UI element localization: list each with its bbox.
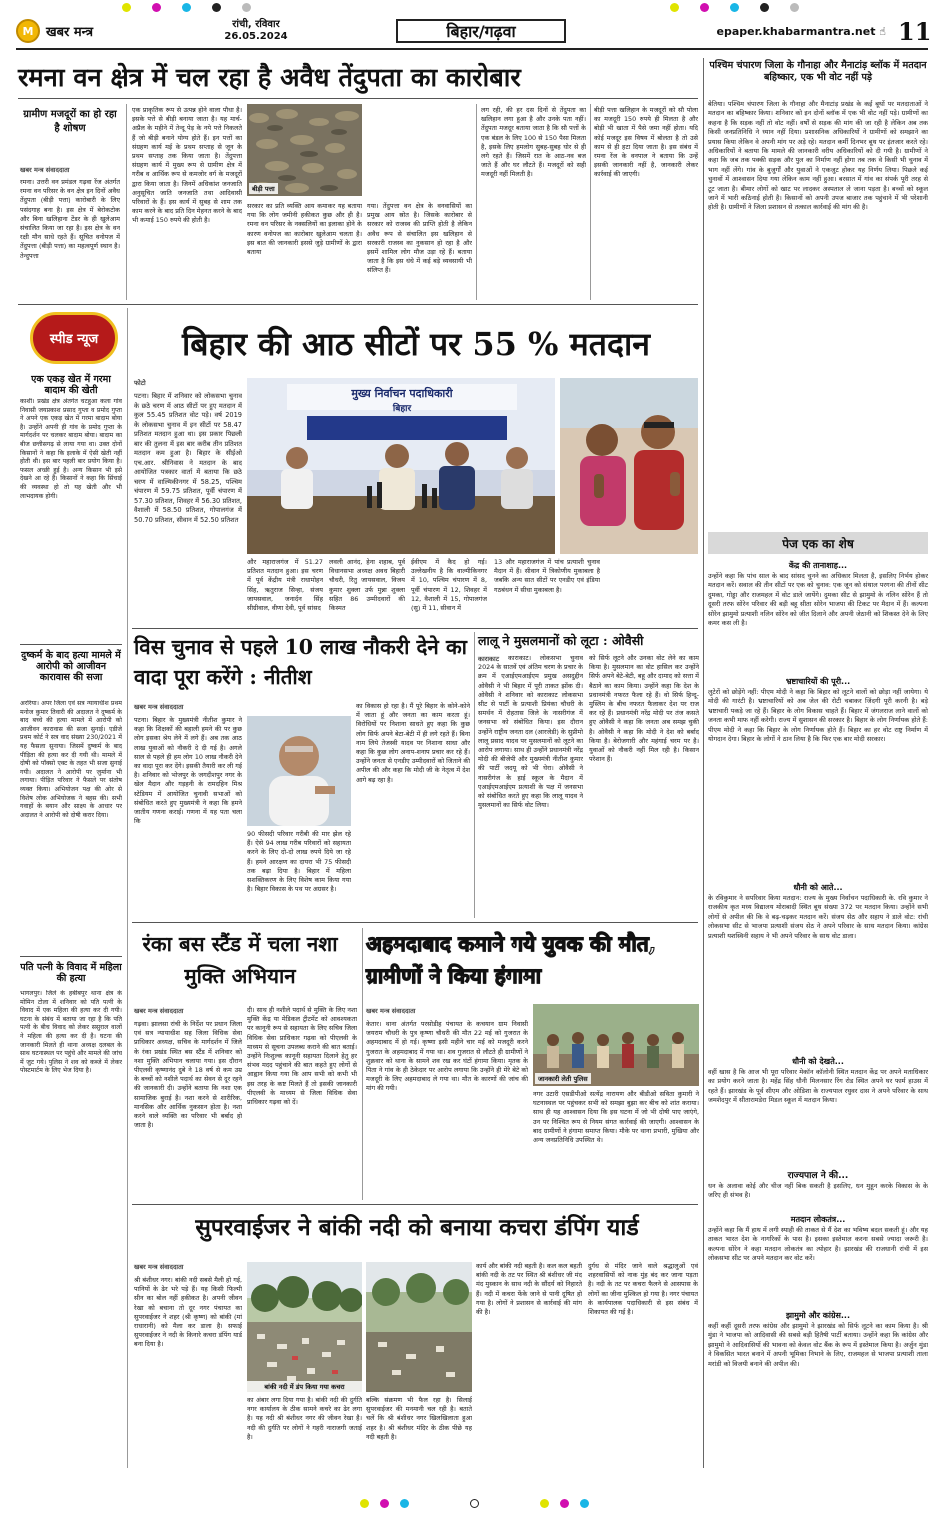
column-rule (126, 104, 127, 300)
story1-col1: रमना। उत्तरी वन प्रमंडल गढ़वा रेंज अंतर्गत रमना वन परिसर के वन क्षेत्र इन दिनों अवैध तेंदुपता (बीड़ी पत्ता) कारोबारी के लिए पसंदगाह बना है। इस क्षेत्र में बेरोकटोक और बिना खलिहाना टेंडर के ही खुलेआम संचालित किया जा रहा है। इस क्षेत्र के वन रक्षी मौन साधे रहते हैं। सूचित वनोपज में तेंदुपत्ता (बीड़ी पत्ता) का महत्वपूर्ण स्थान है। तेन्दुपत्ता (20, 178, 120, 260)
story2-text5: 13 और महाराजगंज में पांच प्रत्याशी चुनाव मैदान में हैं। सीवान में त्रिकोणीय मुकाबला है जबकि अन्य सात सीटों पर एनडीए एवं इंडिया गठबंधन में सीधा मुकाबला है। (494, 558, 600, 594)
story2-photo-voter (560, 378, 698, 554)
divider (132, 628, 698, 629)
story1-col5: लग रही, की हर दस दिनों से तेंदुपता का खलिहान लगा हुआ है और उनके पता नहीं। तेंदुपता मजदूर बताया जाता है कि सौ पत्तों के एक बंडल के लिए 100 से 150 पैसा मिलता है, इसके लिए हमलोग सुबह-सुबह घोर से ही लगे रहते हैं। जिसमें रात के आठ-नव बज जाते हैं और घर लौटते हैं। मजदूरों को सही मजदूरी नहीं मिलती है। (481, 106, 586, 179)
banner-line1: मुख्य निर्वाचन पदाधिकारी (351, 387, 453, 400)
cont-text3: के रविकुमार ने सपरिवार किया मतदान: राज्य के मुख्य निर्वाचन पदाधिकारी के. रवि कुमार ने राजकीय कृत मध्य विद्यालय मोराबादी स्थित बूथ संख्या 372 पर मतदान किया। उन्होंने सभी लोगों से अपील की कि वे बढ़-चढ़कर मतदान करें। संजय सेठ और सहाय ने डाले वोट: रांची लोकसभा सीट से भाजपा प्रत्याशी संजय सेठ ने अपने परिवार के साथ मतदान किया। कांग्रेस प्रत्याशी यशस्विनी सहाय ने भी अपने परिवार के साथ वोट डाला। (708, 894, 928, 940)
story2-text2: और महाराजगंज में 51.27 प्रतिशत मतदान हुआ। इस चरण में पूर्व केंद्रीय मंत्री राधामोहन सिंह, ऋतुराज सिन्हा, संजय जायसवाल, जनार्दन सिंह सीग्रीवाल, वीणा देवी, पूर्व सांसद (247, 558, 323, 613)
divider (132, 1204, 698, 1205)
story2-photo-press (247, 378, 555, 554)
story7-byline: खबर मन्त्र संवाददाता (134, 1263, 184, 1271)
epaper-url[interactable]: epaper.khabarmantra.net (716, 24, 876, 38)
story7-headline[interactable]: सुपरवाईजर ने बांकी नदी को बनाया कचरा डंपिंग यार्ड (195, 1214, 639, 1241)
divider (132, 922, 698, 923)
speed-news-label: स्पीड न्यूज (49, 332, 99, 347)
brand-logo[interactable] (16, 19, 186, 43)
column-rule (474, 632, 475, 918)
story7-text5: दुर्गध से मंदिर जाने वाले श्रद्धालुओं एवं शहरवासियों को नाक मुंह बंद कर जाना पड़ता है। नदी के तट पर कचरा फैलने से आसपास के लोगों का जीना मुश्किल हो गया है। नगर पंचायत के कार्यपालक पदाधिकारी से इस संबंध में शिकायत की गई है। (588, 1262, 698, 1317)
story6-photo (533, 1004, 699, 1086)
story3-byline: खबर मन्त्र संवाददाता (134, 703, 184, 711)
left-text1: काशी। प्रखंड क्षेत्र अंतर्गत चटहुआ कला गांव निवासी जयप्रकाश प्रसाद गुप्ता व प्रमोद गुप्ता ने अपने एक एकड़ खेत में गरमा बादाम बोया है। उन्होंने अपनी ही गांव के प्रमोद गुप्ता के मार्गदर्शन पर चलकर बादाम बोया। बादाम का बीज छत्तीसगढ़ से लाया गया था। उक्त दोनों किसानों ने कहा कि इलाके में ऐसी खेती नहीं होती थी। इस बार पहली बार प्रयोग किया है। फसल अच्छी हुई है। अन्य किसान भी इसे देखने आ रहे हैं। किसानों ने कहा कि सिंचाई की व्यवस्था हो तो यह खेती और भी लाभदायक होगी। (20, 398, 122, 500)
page-header (16, 14, 932, 50)
issue-date: 26.05.2024 (224, 31, 288, 42)
page-number: 11 (898, 16, 932, 46)
divider (18, 304, 698, 305)
story2-headline[interactable]: बिहार की आठ सीटों पर 55 % मतदान (181, 325, 651, 363)
story3-photo-nitish (247, 716, 351, 826)
left-head3: पति पत्नी के विवाद में महिला की हत्या (20, 962, 122, 984)
river-garbage-photo (247, 1262, 362, 1392)
cont-text2: लुटेरों को छोड़ेंगे नहीं: पीएम मोदी ने कहा कि बिहार को लूटने वालों को छोड़ा नहीं जायेगा। ये मोदी की गारंटी है। भ्रष्टाचारियों को अब जेल की रोटी चबाकर जिंदगी पूरी करनी है। बड़े भ्रष्टाचारी पकड़े जा रहे हैं। बिहार के लोग विकास चाहते हैं। बिहार में जंगलराज लाने वालों को जनता कभी माफ नहीं करेगी। राज्य में सुशासन की सरकार है। बिहार के लोग निर्णायक होते हैं: पीएम मोदी ने कहा कि बिहार के लोग निर्णायक होते हैं। बिहार का हर वोट राष्ट्र निर्माण में योगदान देगा। बिहार के लोगों ने ठान लिया है कि फिर एक बार मोदी सरकार। (708, 688, 928, 744)
story1-photo (247, 104, 362, 196)
left-text3: भागलपुर। जिले के हबीबपुर थाना क्षेत्र के मोमिन टोला में शनिवार को पति पत्नी के विवाद में एक महिला की हत्या कर दी गयी। घटना के संबंध में बताया जा रहा है कि पति पत्नी के बीच विवाद को लेकर ससुराल वालों ने महिला की हत्या कर दी है। घटना की जानकारी मिलते ही थाना अध्यक्ष दलबल के साथ घटनास्थल पर पहुंचे और मामले की जांच में जुट गये। पुलिस ने शव को कब्जे में लेकर पोस्टमार्टम के लिए भेज दिया है। (20, 990, 122, 1075)
nitish-kumar-photo (247, 716, 351, 826)
story1-col3: सरकार का प्रति व्यक्ति आय कमाकर यह बताया गया कि लोग जमीनी हकीकत कुछ और ही है। रमना वन परिसर के नक्सलियों का इलाका होने के कारण वनोपज का कारोबार खुलेआम चलता है। इस बात की जानकारी इससे जुड़े ग्रामीणों के द्वारा बताया (247, 202, 362, 257)
cont-text1: उन्होंने कहा कि पांच साल के बाद सांसद चुनने का अधिकार मिलता है, इसलिए निर्भय होकर मतदान करें। सवाल की तीन सीटों पर एक को चुनाव: एक जून को संथाल परगना की तीनों सीट दुमका, गोड्डा और राजमहल में वोट डाले जायेंगे। दुमका सीट से झामुमो के नलिन सोरेन हैं तो दूसरी तरफ सोरेन परिवार की बड़ी बहू सीता सोरेन भाजपा की टिकट पर मैदान में हैं। कल्पना सोरेन झामुमो प्रत्याशी नलिन सोरेन को जीत दिलाने और अपनी जेठानी को शिकस्त देने के लिए कमर कस ली है। (708, 572, 928, 628)
story3-headline[interactable]: विस चुनाव से पहले 10 लाख नौकरी देने का वादा पूरा करेंगे : नीतीश (134, 635, 467, 689)
print-registration-marks (0, 0, 945, 14)
story6-headline[interactable]: अहमदाबाद कमाने गये युवक की मौत, ग्रामीणों ने किया हंगामा (366, 931, 657, 988)
cont-head1: केंद्र की तानाशाह... (788, 561, 848, 570)
story2-text1: पटना। बिहार में शनिवार को लोकसभा चुनाव के छठे चरण में आठ सीटों पर हुए मतदान में कुल 55.45 प्रतिशत वोट पड़े। वर्ष 2019 के लोकसभा चुनाव में इन सीटों पर 58.47 प्रतिशत मतदान हुआ था। इस प्रकार पिछली बार की तुलना में इस बार करीब तीन प्रतिशत मतदान कम हुआ है। बिहार के सीईओ एच.आर. श्रीनिवास ने मतदान के बाद आयोजित पत्रकार वार्ता में बताया कि छठे चरण में वाल्मिकीनगर में 58.25, पश्चिम चंपारण में 59.75 प्रतिशत, पूर्वी चंपारण में 57.30 प्रतिशत, शिवहर में 56.30 प्रतिशत, वैशाली में 58.50 प्रतिशत, गोपालगंज में 50.70 प्रतिशत, सीवान में 52.50 प्रतिशत (134, 392, 242, 524)
story2-text4: ईवीएम में कैद हो गई। उल्लेखनीय है कि वाल्मीकिनगर में 10, पश्चिम चंपारण में 8, पूर्वी चंपारण में 12, शिवहर में 12, वैशाली में 15, गोपालगंज (सु) में 11, सीवान में (411, 558, 487, 613)
story7-photo (247, 1262, 362, 1392)
story6-text2: नगर उटारी एसडीपीओ सत्येंद्र नारायण और बीडीओ सविता कुमारी ने घटनास्थल पर पहुंचकर सभी को समझा बुझा कर बीच को शांत कराया। साथ ही यह आश्वासन दिया कि इस घटना में जो भी दोषी पाए जाएंगे, उन पर निश्चित रूप से नियम संगत कार्रवाई की जाएगी। आश्वासन के बाद ग्रामीणों ने हंगामा समाप्त किया। मौके पर थाना प्रभारी, मुखिया और अन्य जनप्रतिनिधि उपस्थित थे। (533, 1090, 699, 1145)
dateline (186, 19, 326, 43)
story3-text1: पटना। बिहार के मुख्यमंत्री नीतीश कुमार ने कहा कि शिक्षकों की बहाली हमने की पर कुछ लोग इसका श्रेय लेने में लगे हैं। अब तक आठ लाख युवाओं को नौकरी दे दी गई है। अगले साल से पहले ही हम लोग 10 लाख नौकरी देने का वादा पूरा कर देंगे। इसकी तैयारी कर ली गई है। शनिवार को भोजपुर के जगदीशपुर नगर के खेल मैदान और गड़हनी के रामदहिन मिश्र स्टेडियम में आयोजित चुनावी सभाओं को संबोधित करते हुए मुख्यमंत्री ने कहा कि हमने जातीय गणना कराई। गणना में यह पता चला कि (134, 716, 242, 826)
story1-photo-caption: बीड़ी पत्ता (249, 183, 278, 194)
story4-text1: काराकाट। लोकसभा चुनाव 2024 के सातवें एवं अंतिम चरण के प्रचार के क्रम में एआईएमआईएम प्रमुख असदुद्दीन ओवैसी ने भी बिहार में पूरी ताकत झोंक दी। ओवैसी ने शनिवार को काराकाट लोकसभा सीट से पार्टी के प्रत्याशी प्रियंका चौधरी के समर्थन में रोहतास जिले के नासरीगंज में जनसभा को संबोधित किया। इस दौरान उन्होंने राष्ट्रीय जनता दल (आरजेडी) के सुप्रीमो लालू प्रसाद यादव पर मुसलमानों को लूटने का आरोप लगाया। साथ ही उन्होंने प्रधानमंत्री नरेंद्र मोदी की बीजेपी और मुख्यमंत्री नीतीश कुमार की पार्टी जदयू को भी घेरा। ओवैसी ने नासरीगंज के हाई स्कूल के मैदान में एआईएमआईएम प्रत्याशी के पक्ष में जनसभा को संबोधित करते हुए कहा कि लालू यादव ने मुसलमानों का सिर्फ वोट लिया। (478, 654, 583, 810)
right1-text: बेतिया। पश्चिम चंपारण जिला के गौनाहा और मैनाटांड़ प्रखंड के कई बूथों पर मतदाताओं ने मतदान का बहिष्कार किया। शनिवार को इन दोनों ब्लॉक में एक भी वोट नहीं पड़े। ग्रामीणों का कहना है कि सड़क नहीं तो वोट नहीं। वर्षों से सड़क की मांग की जा रही है लेकिन अब तक किसी जनप्रतिनिधि ने ध्यान नहीं दिया। प्रशासनिक अधिकारियों ने ग्रामीणों को समझाने का प्रयास किया लेकिन वे अपनी मांग पर अड़े रहे। मतदान कर्मी दिनभर बूथ पर इंतजार करते रहे। अधिकारियों ने बताया कि मामले की जानकारी वरीय अधिकारियों को दी गयी है। ग्रामीणों ने कहा कि जब तक पक्की सड़क और पुल का निर्माण नहीं होगा तब तक वे किसी भी चुनाव में भाग नहीं लेंगे। गांव के बुजुर्गों और युवाओं ने एकजुट होकर यह निर्णय लिया। पिछले कई चुनावों में आश्वासन दिया गया लेकिन काम नहीं हुआ। बरसात में गांव का संपर्क पूरी तरह से टूट जाता है। बीमार लोगों को खाट पर लादकर अस्पताल ले जाना पड़ता है। बच्चों को स्कूल जाने में भारी कठिनाई होती है। किसानों को अपनी उपज बाजार तक पहुंचाने में भी परेशानी होती है। ग्रामीणों ने जिला प्रशासन से तत्काल कार्रवाई की मांग की है। (708, 100, 928, 212)
story4-headline[interactable]: लालू ने मुसलमानों को लूटा : ओवैसी (478, 633, 644, 648)
story3-text3: का विकास हो रहा है। मैं पूरे बिहार के कोने-कोने में जाता हूं और जनता का काम करता हूं। विरोधियों पर निशाना साधते हुए कहा कि कुछ लोग सिर्फ अपने बेटा-बेटी में ही लगे रहते हैं। बिना नाम लिये तेजस्वी यादव पर निशाना साधा और कहा कि कुछ लोग अनाप-शनाप प्रचार कर रहे हैं। उन्होंने जनता से एनडीए उम्मीदवारों को जिताने की अपील की और कहा कि मोदी जी के नेतृत्व में देश आगे बढ़ रहा है। (356, 702, 470, 784)
left-head1: एक एकड़ खेत में गरमा बादाम की खेती (31, 374, 111, 396)
divider (20, 956, 122, 957)
left-text2: अररिया। अपर जिला एवं सत्र न्यायाधीश प्रथम मनोज कुमार तिवारी की अदालत ने दुष्कर्म के बाद बच्चे की हत्या मामले में आरोपी को आजीवन कारावास की सजा सुनाई। एडीजे प्रथम कोर्ट ने सत्र वाद संख्या 230/2021 में यह फैसला सुनाया। जिसमें दुष्कर्म के बाद पीड़िता की हत्या कर दी गयी थी। मामले में दोषी को पॉक्सो एक्ट के तहत भी सजा सुनाई गयी। अदालत ने आरोपी पर जुर्माना भी लगाया। पीड़ित परिवार ने फैसले पर संतोष व्यक्त किया। अभियोजन पक्ष की ओर से विशेष लोक अभियोजक ने बहस की। सभी गवाहों के बयान और साक्ष्य के आधार पर अदालत ने आरोपी को दोषी करार दिया। (20, 700, 122, 819)
photo-banner (307, 386, 497, 414)
city-day: रांची, रविवार (232, 19, 280, 30)
story7-photo2 (366, 1262, 472, 1392)
cont-text6: उन्होंने कहा कि मैं हाथ में लगी स्याही की ताकत से मैं देश का भविष्य बदल सकती हूं। और यह ताकत भारत देश के नागरिकों के पास है। इसका इस्तेमाल करना सबसे ज्यादा जरूरी है। कल्पना सोरेन ने कहा मतदान लोकतंत्र का त्योहार है। झारखंड की राजधानी रांची में इस लोकसभा सीट पर अपने मतदान कर वोट करें। (708, 1226, 928, 1263)
story3-text2: 90 फीसदी परिवार गरीबी की मार झेल रहे हैं। ऐसे 94 लाख गरीब परिवारों को सहायता करने के लिए दो-दो लाख रुपये दिये जा रहे हैं। हमने आरक्षण का दायरा भी 75 फीसदी तक बढ़ा दिया है। बिहार में महिला सशक्तिकरण के लिए विशेष काम किया गया है। बिहार विकास के पथ पर अग्रसर है। (247, 830, 351, 894)
story7-text3: बल्कि संक्रमण भी फैल रहा है। सिलाई सुपरवाईजर की मनमानी चल रही है। बताते चलें कि श्री बंशीधर नगर खिलखिलाता हुआ शहर है। श्री बंशीधर मंदिर के ठीक पीछे यह नदी बहती है। (366, 1396, 472, 1441)
cont-head3: धौनी को आते... (793, 883, 843, 892)
column-rule (127, 308, 128, 1468)
cont-head7: झामुमो और कांग्रेस... (785, 1311, 851, 1320)
story7-text4: कार्य और बांकी नदी बहती है। कल कल बहती बांकी नदी के तट पर स्थित श्री बंशीधर जी मंद मंद मुस्कान के साथ नदी के सौंदर्य को निहारते हैं। नदी में कचरा फेंके जाने से पानी दूषित हो गया है। लोगों ने प्रशासन से कार्रवाई की मांग की है। (476, 1262, 582, 1317)
epaper-link[interactable] (716, 25, 886, 38)
section-label: बिहार/गढ़वा (396, 19, 566, 43)
divider (20, 644, 122, 645)
column-rule (362, 928, 363, 1200)
column-rule (703, 58, 704, 1468)
story6-photo-caption: जानकारी लेती पुलिस (535, 1073, 591, 1084)
speed-news-logo (30, 312, 118, 364)
print-registration-marks-bottom (0, 1496, 945, 1510)
cont-text5: धन के अलावा कोई और चीज नहीं बिक सकती है इसलिए, धन मुहून करके विकास के के जरिए ही संभव है। (708, 1182, 928, 1200)
brand-mark-icon: M (16, 19, 40, 43)
story5-text2: दी। साथ ही नशीले पदार्थ से मुक्ति के लिए नशा मुक्ति केंद्र या मेडिकल ट्रीटमेंट को आवश्यकता पर कानूनी रूप से सहायता के लिए सचिव जिला विधिक सेवा प्राधिकार गढ़वा को पीएलवी के माध्यम से सूचना उपलब्ध कराने की बात बताई। उन्होंने निःशुल्क कानूनी सहायता दिलाने हेतु हर संभव मदद पहुंचाने की बात कहते हुए लोगों से आह्वान किया गया कि आप सभी को कभी भी इस तरह के कष्ट मिलते हैं तो इसकी जानकारी पीएलवी के माध्यम से जिला विधिक सेवा प्राधिकार गढ़वा को दें। (247, 1006, 357, 1107)
brand-name: खबर मन्त्र (46, 25, 94, 40)
story2-byline: फोटो (134, 379, 146, 387)
cont-head5: राज्यपाल ने की... (787, 1171, 849, 1181)
story4-text2: को सिर्फ लूटने और उनका वोट लेने का काम किया है। मुसलमान का वोट हासिल कर उन्होंने सिर्फ अपने बेटे-बेटी, बहू और दामाद को सत्ता में बैठाने का काम किया। उन्होंने कहा कि देश के प्रधानमंत्री नफरत फैला रहे हैं। वो सिर्फ हिन्दू-मुस्लिम के बीच नफरत फैलाकर देश पर राज कर रहे हैं। प्रधानमंत्री नरेंद्र मोदी पर तंज कसते हुए ओवैसी ने कहा कि जनता अब समझ चुकी है। ओवैसी ने कहा कि मोदी ने देश को बर्बाद किया है। बेरोजगारी और महंगाई चरम पर है। युवाओं को नौकरी नहीं मिल रही है। किसान परेशान हैं। (589, 654, 699, 764)
left-head2: दुष्कर्म के बाद हत्या मामले में आरोपी को आजीवन कारावास की सजा (21, 650, 121, 683)
column-rule (590, 104, 591, 300)
right1-headline[interactable]: पश्चिम चंपारण जिला के गौनाहा और मैनाटांड़ ब्लॉक में मतदान बहिष्कार, एक भी वोट नहीं पड़े (709, 60, 927, 83)
story2-text3: लवली आनंद, हेना शहाब, पूर्व विधानसभा अध्यक्ष अवध बिहारी चौधरी, रितु जायसवाल, विजय कुमार शुक्ला उर्फ मुन्ना शुक्ला सहित 86 उम्मीदवारों की किस्मत (329, 558, 405, 613)
cont-text7: कहीं कहीं दूसरी तरफ कांग्रेस और झामुमो ने झारखंड को सिर्फ लूटने का काम किया है। श्री मुंडा ने भाजपा को आदिवासी की सबसे बड़ी हितैषी पार्टी बताया। उन्होंने कहा कि कांग्रेस और झामुमो ने आदिवासियों की भावना को केवल वोट बैंक के रूप में इस्तेमाल किया है। अर्जुन मुंडा ने विकसित भारत बनाने में अपनी भूमिका निभाने के लिए, राजमहल से भाजपा प्रत्याशी ताला मरांडी को विजयी बनाने की अपील की। (708, 1322, 928, 1368)
river-bank-photo (366, 1262, 472, 1392)
story6-text1: केतार। थाना अंतर्गत परसोडीह पंचायत के कचयान ग्राम निवासी जयराम चौधरी के पुत्र कृष्णा चौधरी की मौत 22 मई को गुजरात के अहमदाबाद में हो गई। कृष्णा इसी महीने चार मई को मजदूरी करने गुजरात के अहमदाबाद में गया था। शव गुजरात से लौटते ही ग्रामीणों ने शुक्रवार को थाना के सामने शव रख कर घंटों हंगामा किया। मृतक के पिता ने गांव के ही ठेकेदार पर आरोप लगाया कि उन्होंने ही मेरे बेटे को मजदूरी के लिए अहमदाबाद ले गया था। मौत के कारणों की जांच की मांग की गयी। (366, 1020, 528, 1093)
story1-headline[interactable]: रमना वन क्षेत्र में चल रहा है अवैध तेंदुपता का कारोबार (18, 63, 521, 93)
story1-col4: गया। तेंदुपत्ता वन क्षेत्र के वनवासियों का प्रमुख आय स्रोत है। जिसके कारोबार से सरकार को राजस्व की प्राप्ति होती है लेकिन अवैध रूप से संचालित इस खलिहान से सरकारी राजस्व का नुकसान हो रहा है और इसमें शामिल लोग मौज उड़ा रहे हैं। बताया जाता है कि इस धंधे में कई बड़े व्यवसायी भी संलिप्त हैं। (367, 202, 472, 275)
banner-line2: बिहार (392, 404, 412, 414)
voters-selfie-photo (560, 378, 698, 554)
story1-subhead: ग्रामीण मजदूरों का हो रहा है शोषण (23, 109, 117, 134)
story5-text1: गढ़वा। झालसा रांची के निर्देश पर प्रधान जिला एवं सत्र न्यायाधीश सह जिला विधिक सेवा प्राधिकार अध्यक्ष, सचिव के मार्गदर्शन में जिले के रंका प्रखंड स्थित बस स्टैंड में शनिवार को नशा मुक्ति अभियान चलाया गया। इस दौरान पीएलवी कृष्णानंद दुबे ने 18 वर्ष से कम उम्र के बच्चों को नशीले पदार्थ का सेवन से दूर रहने की जानकारी दी। उन्होंने बताया कि नशा एक सामाजिक बुराई है। नशा करने से शारीरिक, मानसिक और आर्थिक नुकसान होता है। नशा करने वाले व्यक्ति का परिवार भी बर्बाद हो जाता है। (134, 1020, 242, 1130)
cont-text4: वहीं खास है कि आज भी पूरा परिवार मेकॉन कॉलोनी स्थित मतदान केंद्र पर अपने मताधिकार का प्रयोग करने जाता है। महेंद्र सिंह धौनी मिलनसार रिंग रोड स्थित अपने घर फार्म हाउस में रहते हैं। झारखंड के पूर्व सीएम और ओडिशा के राज्यपाल रघुवर दास ने अपने परिवार के साथ जमशेदपुर में सीतारामडेरा मिडल स्कूल में मतदान किया। (708, 1068, 928, 1105)
story7-text2: का अंबार लगा दिया गया है। बांकी नदी की दुर्गति नगर कार्यालय के ठीक सामने कचरे का ढेर लगा है। यह नदी श्री बंशीधर नगर की जीवन रेखा है। नदी की दुर्गति पर लोगों ने गहरी नाराजगी जताई है। (247, 1396, 362, 1441)
story7-photo-caption: बांकी नदी में डंप किया गया कचरा (247, 1381, 362, 1392)
story1-col6: बीड़ी पत्ता खलिहान के मजदूरों को सौ पोला का मजदूरी 150 रुपये ही मिलता है और बोड़ी भी खाता में पैसे जमा नहीं होता। यदि कोई मजदूर इस विषय में बोलता है तो उसे काम से ही हटा दिया जाता है। इस संबंध में रमना रेंज के वनपाल ने बताया कि उन्हें इसकी जानकारी नहीं है, जानकारी लेकर कार्रवाई की जाएगी। (594, 106, 698, 179)
column-rule (476, 104, 477, 300)
cont-head4: धौनी को देखते... (792, 1057, 844, 1066)
divider (18, 98, 698, 99)
cursor-icon: ☝ (879, 24, 886, 38)
story6-byline: खबर मन्त्र संवाददाता (366, 1007, 416, 1015)
story7-text1: श्री बंशीधर नगर। बांकी नदी सबसे मैली हो गई, पानियों के ढेर भरे पड़े हैं। यह किसी फिल्मी सीन का बोल नहीं हकीकत है। अपनी जीवन रेखा को बचाना तो दूर नगर पंचायत का सुपरवाईजर ने शहर (श्री कृष्ण) को बांकी (मां राधारानी) को मैला कर डाला है। सफाई सुपरवाईजर ने नदी के किनारे कचरा डंपिंग यार्ड बना दिया है। (134, 1276, 242, 1349)
story5-byline: खबर मन्त्र संवाददाता (134, 1007, 184, 1015)
story1-byline: खबर मन्त्र संवाददाता (20, 166, 70, 174)
story5-headline[interactable]: रंका बस स्टैंड में चला नशा मुक्ति अभियान (142, 932, 338, 988)
continued-band: पेज एक का शेष (708, 532, 928, 554)
story4-byline: काराकाट (478, 655, 499, 663)
cont-head6: मतदान लोकतंत्र... (790, 1215, 846, 1224)
story1-col2: एक प्राकृतिक रूप से उत्पन्न होने वाला पौधा है। इसके पत्ते से बीड़ी बनाया जाता है। यह मार्च-अप्रैल के महीने में तेन्दू पेड़ के नये पत्ते निकलते हैं जो बीड़ी बनाने योग्य होते हैं। इन पत्तों का संग्रहण कार्य मई के प्रथम सप्ताह से जून के प्रथम सप्ताह तक किया जाता है। तेंदुपत्ता संग्रहण कार्य में मुख्य रूप से ग्रामीण क्षेत्र में गरीब व आर्थिक रूप से कमजोर वर्ग के मजदूरों द्वारा किया जाता है। जिनमें अधिकांश जनजाति अनुसूचित जाति जनजाति तथा आदिवासी परिवारों के हैं। इस कार्य में सुबह से शाम तक काम करने के बाद प्रति दिन मेहनत करने के बाद भी कमाई 150 रुपये की होती है। (132, 106, 242, 225)
cont-head2: भ्रष्टाचारियों की पूरी... (785, 677, 851, 686)
